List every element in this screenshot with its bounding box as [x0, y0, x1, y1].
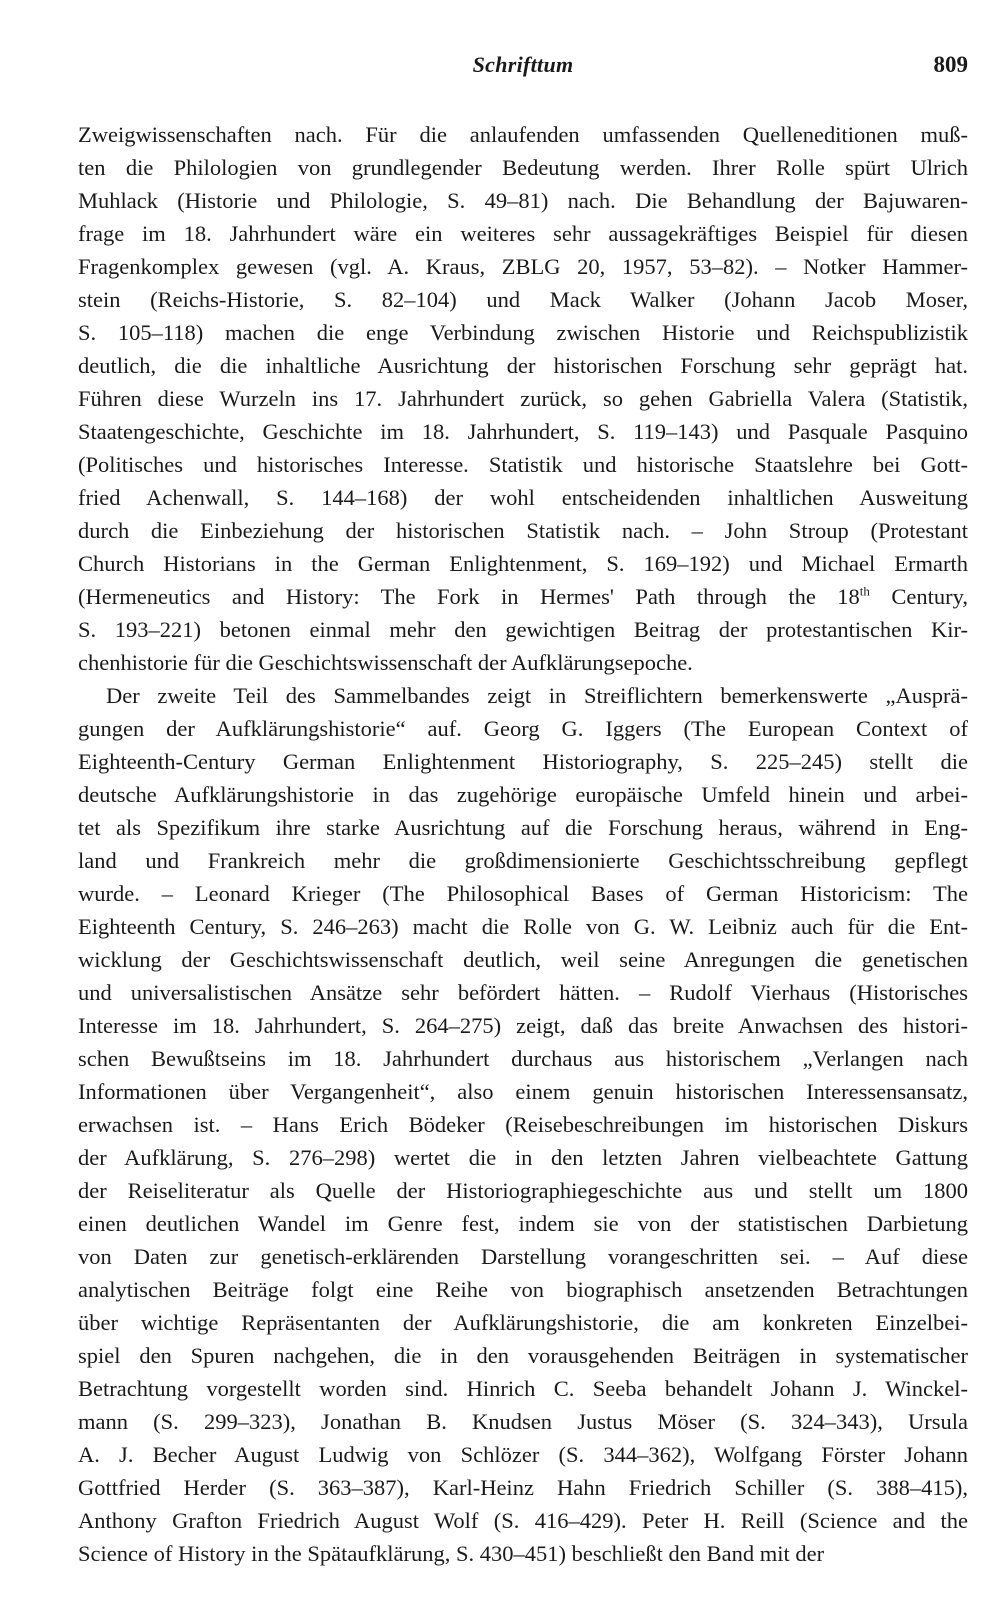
text-line: S. 193–221) betonen einmal mehr den gewichtigen Beitrag der protestantischen Kir- — [78, 617, 968, 642]
page-header — [78, 52, 968, 88]
text-line: Interesse im 18. Jahrhundert, S. 264–275) zeigt, daß das breite Anwachsen des histori- — [78, 1013, 968, 1038]
running-title: Schrifttum — [472, 52, 574, 77]
text-line: frage im 18. Jahrhundert wäre ein weiteres sehr aussagekräftiges Beispiel für diesen — [78, 221, 968, 246]
text-line: über wichtige Repräsentanten der Aufklärungshistorie, die am konkreten Einzelbei- — [78, 1310, 968, 1335]
text-line: Muhlack (Historie und Philologie, S. 49–81) nach. Die Behandlung der Bajuwaren- — [78, 188, 968, 213]
text-line: fried Achenwall, S. 144–168) der wohl entscheidenden inhaltlichen Ausweitung — [78, 485, 968, 510]
text-line: Führen diese Wurzeln ins 17. Jahrhundert zurück, so gehen Gabriella Valera (Statistik, — [78, 386, 968, 411]
page-number: 809 — [933, 52, 968, 77]
text-line: (Politisches und historisches Interesse. Statistik und historische Staatslehre bei Gott- — [78, 452, 968, 477]
text-line: S. 105–118) machen die enge Verbindung zwischen Historie und Reichspublizistik — [78, 320, 968, 345]
text-line: land und Frankreich mehr die großdimensionierte Geschichtsschreibung gepflegt — [78, 848, 968, 873]
text-line: analytischen Beiträge folgt eine Reihe von biographisch ansetzenden Betrachtungen — [78, 1277, 968, 1302]
text-line: stein (Reichs-Historie, S. 82–104) und Mack Walker (Johann Jacob Moser, — [78, 287, 968, 312]
text-line: Eighteenth Century, S. 246–263) macht die Rolle von G. W. Leibniz auch für die Ent- — [78, 914, 968, 939]
text-line: Informationen über Vergangenheit“, also einem genuin historischen Interessensansatz, — [78, 1079, 968, 1104]
text-line: Betrachtung vorgestellt worden sind. Hinrich C. Seeba behandelt Johann J. Winckel- — [78, 1376, 968, 1401]
text-line: chenhistorie für die Geschichtswissenschaft der Aufklärungsepoche. — [78, 650, 693, 675]
text-line: ten die Philologien von grundlegender Bedeutung werden. Ihrer Rolle spürt Ulrich — [78, 155, 968, 180]
text-line: durch die Einbeziehung der historischen Statistik nach. – John Stroup (Protestant — [78, 518, 968, 543]
body-text — [78, 118, 968, 1570]
paragraph — [78, 118, 968, 679]
text-line: Staatengeschichte, Geschichte im 18. Jahrhundert, S. 119–143) und Pasquale Pasquino — [78, 419, 968, 444]
text-line: der Aufklärung, S. 276–298) wertet die in den letzten Jahren vielbeachtete Gattung — [78, 1145, 968, 1170]
text-line: und universalistischen Ansätze sehr befördert hätten. – Rudolf Vierhaus (Historisches — [78, 980, 968, 1005]
text-line: schen Bewußtseins im 18. Jahrhundert durchaus aus historischem „Verlangen nach — [78, 1046, 968, 1071]
text-line: Zweigwissenschaften nach. Für die anlaufenden umfassenden Quelleneditionen muß- — [78, 122, 968, 147]
text-line: mann (S. 299–323), Jonathan B. Knudsen Justus Möser (S. 324–343), Ursula — [78, 1409, 968, 1434]
text-line: von Daten zur genetisch-erklärenden Darstellung vorangeschritten sei. – Auf diese — [78, 1244, 968, 1269]
text-line: deutsche Aufklärungshistorie in das zugehörige europäische Umfeld hinein und arbei- — [78, 782, 968, 807]
paragraph — [78, 679, 968, 1570]
text-line: wurde. – Leonard Krieger (The Philosophical Bases of German Historicism: The — [78, 881, 968, 906]
text-line: Gottfried Herder (S. 363–387), Karl-Heinz Hahn Friedrich Schiller (S. 388–415), — [78, 1475, 968, 1500]
text-line: einen deutlichen Wandel im Genre fest, indem sie von der statistischen Darbietung — [78, 1211, 968, 1236]
text-line: Der zweite Teil des Sammelbandes zeigt in Streiflichtern bemerkenswerte „Ausprä- — [106, 683, 968, 708]
text-line: der Reiseliteratur als Quelle der Historiographiegeschichte aus und stellt um 1800 — [78, 1178, 968, 1203]
text-line: Science of History in the Spätaufklärung, S. 430–451) beschließt den Band mit der — [78, 1541, 825, 1566]
text-line: gungen der Aufklärungshistorie“ auf. Georg G. Iggers (The European Context of — [78, 716, 968, 741]
text-line: erwachsen ist. – Hans Erich Bödeker (Reisebeschreibungen im historischen Diskurs — [78, 1112, 968, 1137]
text-line: Eighteenth-Century German Enlightenment Historiography, S. 225–245) stellt die — [78, 749, 968, 774]
text-line: Church Historians in the German Enlightenment, S. 169–192) und Michael Ermarth — [78, 551, 968, 576]
text-line: Anthony Grafton Friedrich August Wolf (S. 416–429). Peter H. Reill (Science and the — [78, 1508, 968, 1533]
text-line: tet als Spezifikum ihre starke Ausrichtung auf die Forschung heraus, während in Eng- — [78, 815, 968, 840]
text-line: (Hermeneutics and History: The Fork in Hermes' Path through the 18th Century, — [78, 583, 968, 609]
text-line: deutlich, die die inhaltliche Ausrichtung der historischen Forschung sehr geprägt hat. — [78, 353, 968, 378]
text-line: wicklung der Geschichtswissenschaft deutlich, weil seine Anregungen die genetischen — [78, 947, 968, 972]
text-line: spiel den Spuren nachgehen, die in den vorausgehenden Beiträgen in systematischer — [78, 1343, 968, 1368]
text-line: A. J. Becher August Ludwig von Schlözer (S. 344–362), Wolfgang Förster Johann — [78, 1442, 968, 1467]
text-line: Fragenkomplex gewesen (vgl. A. Kraus, ZBLG 20, 1957, 53–82). – Notker Hammer- — [78, 254, 968, 279]
